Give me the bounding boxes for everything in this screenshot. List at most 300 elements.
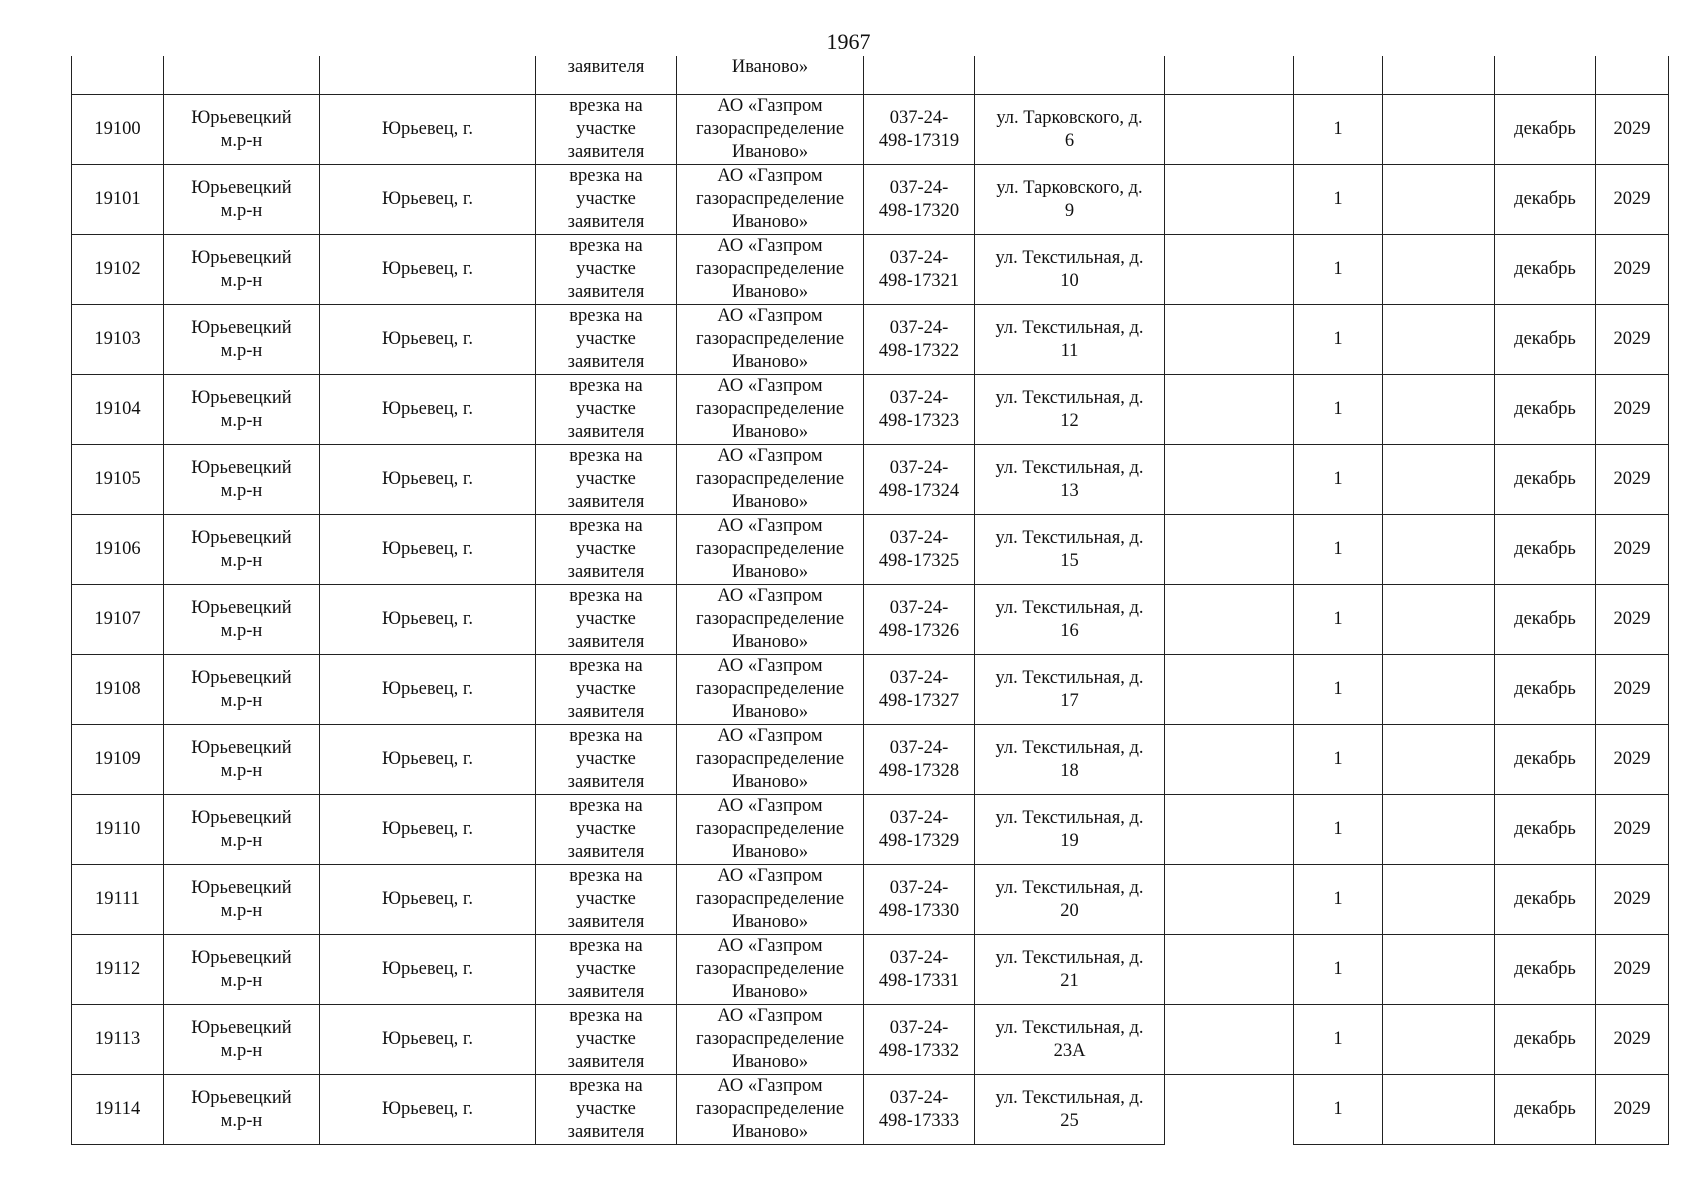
cell-address <box>975 95 1165 165</box>
cell-organization <box>677 1075 864 1145</box>
cell-organization-line: Иваново» <box>731 142 809 162</box>
cell-connection-type-line: врезка на <box>569 656 643 676</box>
table-row <box>72 1075 1669 1145</box>
cell-code <box>864 445 975 515</box>
cell-code-line: 498-17319 <box>878 130 960 151</box>
cell-address-line: ул. Текстильная, д. <box>995 807 1144 828</box>
cell-organization-line: АО «Газпром <box>717 96 823 116</box>
cell-address-line: ул. Текстильная, д. <box>995 667 1144 688</box>
cell-connection-type-line: участке <box>576 329 636 349</box>
cell-organization-line: газораспределение <box>695 1029 845 1049</box>
cell-district-line: м.р-н <box>220 1040 263 1061</box>
cell-organization-line: АО «Газпром <box>717 516 823 536</box>
page-number-text: 1967 <box>826 29 871 54</box>
cell-month: декабрь <box>1495 445 1596 515</box>
cell-organization-line: газораспределение <box>695 469 845 489</box>
table-row <box>72 305 1669 375</box>
cell-city: Юрьевец, г. <box>320 585 536 655</box>
cell-address-line: ул. Текстильная, д. <box>995 947 1144 968</box>
cell-address-line: ул. Текстильная, д. <box>995 1087 1144 1108</box>
cell-empty <box>1165 515 1294 585</box>
cell-connection-type-line: участке <box>576 609 636 629</box>
cell-connection-type-line: участке <box>576 959 636 979</box>
cell-code <box>864 235 975 305</box>
cell-organization <box>677 515 864 585</box>
cell-code-line: 498-17328 <box>878 760 960 781</box>
cell-address <box>975 515 1165 585</box>
cell-address-line: ул. Текстильная, д. <box>995 317 1144 338</box>
cell-code <box>864 305 975 375</box>
cell-city: Юрьевец, г. <box>320 795 536 865</box>
cell-organization-line: АО «Газпром <box>717 936 823 956</box>
cell-code <box>864 1005 975 1075</box>
cell-district-line: Юрьевецкий <box>191 107 292 128</box>
cell-organization-line: газораспределение <box>695 819 845 839</box>
cell-organization <box>677 305 864 375</box>
cell-district-line: Юрьевецкий <box>191 737 292 758</box>
cell-empty <box>1383 865 1495 935</box>
cell-district-line: м.р-н <box>220 340 263 361</box>
cell-empty <box>1165 585 1294 655</box>
cell-city: Юрьевец, г. <box>320 1005 536 1075</box>
cell-connection-type-line: заявителя <box>567 282 645 302</box>
cell-organization-line: газораспределение <box>695 959 845 979</box>
cell-district <box>164 515 320 585</box>
cell-number: 19103 <box>72 305 164 375</box>
cell-connection-type-line: участке <box>576 1029 636 1049</box>
cell-empty <box>1383 655 1495 725</box>
cell-code <box>864 515 975 585</box>
cell-connection-type-line: врезка на <box>569 796 643 816</box>
cell-empty <box>1383 235 1495 305</box>
cell-organization-line: газораспределение <box>695 609 845 629</box>
cont-cell-qty <box>1294 56 1383 95</box>
cell-district <box>164 1075 320 1145</box>
cell-connection-type <box>536 1005 677 1075</box>
cell-code-line: 037-24- <box>889 1017 949 1038</box>
cell-connection-type-line: участке <box>576 539 636 559</box>
cell-address <box>975 375 1165 445</box>
table-row <box>72 865 1669 935</box>
cell-district-line: Юрьевецкий <box>191 947 292 968</box>
cell-year: 2029 <box>1596 655 1669 725</box>
cell-organization-line: газораспределение <box>695 679 845 699</box>
cell-connection-type <box>536 165 677 235</box>
cell-connection-type-line: врезка на <box>569 166 643 186</box>
cell-connection-type-line: врезка на <box>569 306 643 326</box>
cell-connection-type <box>536 375 677 445</box>
cell-address-line: 9 <box>1064 200 1075 221</box>
cell-district <box>164 795 320 865</box>
cell-address-line: 19 <box>1060 830 1079 851</box>
cell-address-line: ул. Текстильная, д. <box>995 527 1144 548</box>
cell-connection-type <box>536 585 677 655</box>
cell-year: 2029 <box>1596 795 1669 865</box>
cell-quantity: 1 <box>1294 165 1383 235</box>
cell-quantity: 1 <box>1294 935 1383 1005</box>
cell-organization-line: газораспределение <box>695 749 845 769</box>
cell-code <box>864 725 975 795</box>
cell-organization-line: Иваново» <box>731 282 809 302</box>
cont-cell-city <box>320 56 536 95</box>
cell-district-line: м.р-н <box>220 1110 263 1131</box>
cell-district-line: Юрьевецкий <box>191 177 292 198</box>
cell-district <box>164 445 320 515</box>
cell-code-line: 498-17333 <box>878 1110 960 1131</box>
cell-address <box>975 1075 1165 1145</box>
cell-connection-type <box>536 95 677 165</box>
cell-empty <box>1383 305 1495 375</box>
cell-organization-line: газораспределение <box>695 889 845 909</box>
cell-district-line: м.р-н <box>220 760 263 781</box>
cell-connection-type-line: врезка на <box>569 1076 643 1096</box>
cell-address-line: 13 <box>1060 480 1079 501</box>
cell-number: 19107 <box>72 585 164 655</box>
cell-number: 19106 <box>72 515 164 585</box>
cell-address <box>975 235 1165 305</box>
cell-connection-type-line: заявителя <box>567 982 645 1002</box>
cell-connection-type <box>536 935 677 1005</box>
cell-quantity: 1 <box>1294 1005 1383 1075</box>
cell-code <box>864 375 975 445</box>
cell-code-line: 037-24- <box>889 667 949 688</box>
cont-cell-org: Иваново» <box>677 56 864 95</box>
cell-organization <box>677 235 864 305</box>
cell-connection-type-line: заявителя <box>567 212 645 232</box>
cell-code <box>864 585 975 655</box>
cell-connection-type <box>536 795 677 865</box>
cell-year: 2029 <box>1596 235 1669 305</box>
cell-code-line: 498-17326 <box>878 620 960 641</box>
cell-district-line: Юрьевецкий <box>191 1017 292 1038</box>
cell-connection-type-line: заявителя <box>567 632 645 652</box>
cell-organization <box>677 865 864 935</box>
cell-organization <box>677 165 864 235</box>
cell-connection-type-line: участке <box>576 119 636 139</box>
cell-organization-line: АО «Газпром <box>717 866 823 886</box>
cell-number: 19113 <box>72 1005 164 1075</box>
cell-empty <box>1383 585 1495 655</box>
cell-empty <box>1383 95 1495 165</box>
cell-district-line: м.р-н <box>220 690 263 711</box>
cell-code-line: 037-24- <box>889 807 949 828</box>
cell-organization-line: АО «Газпром <box>717 306 823 326</box>
cell-city: Юрьевец, г. <box>320 935 536 1005</box>
cell-organization <box>677 445 864 515</box>
cell-district-line: м.р-н <box>220 970 263 991</box>
table-row <box>72 375 1669 445</box>
cell-empty <box>1165 1005 1294 1075</box>
cell-empty <box>1383 375 1495 445</box>
cell-district <box>164 1005 320 1075</box>
cell-connection-type-line: участке <box>576 259 636 279</box>
cell-code-line: 037-24- <box>889 877 949 898</box>
cell-city: Юрьевец, г. <box>320 865 536 935</box>
cell-code-line: 498-17323 <box>878 410 960 431</box>
cell-address-line: ул. Текстильная, д. <box>995 387 1144 408</box>
cell-address-line: 10 <box>1060 270 1079 291</box>
cell-connection-type-line: врезка на <box>569 236 643 256</box>
cell-district <box>164 935 320 1005</box>
cell-month: декабрь <box>1495 95 1596 165</box>
cell-address-line: 15 <box>1060 550 1079 571</box>
cell-city: Юрьевец, г. <box>320 655 536 725</box>
table-row <box>72 95 1669 165</box>
cell-month: декабрь <box>1495 795 1596 865</box>
cell-year: 2029 <box>1596 515 1669 585</box>
cell-connection-type-line: заявителя <box>567 1122 645 1142</box>
cell-code <box>864 165 975 235</box>
cell-organization-line: газораспределение <box>695 259 845 279</box>
cell-empty <box>1383 1005 1495 1075</box>
cell-code-line: 498-17325 <box>878 550 960 571</box>
cell-address-line: ул. Тарковского, д. <box>996 107 1143 128</box>
cell-empty <box>1383 1075 1495 1145</box>
cell-connection-type-line: участке <box>576 749 636 769</box>
cell-code-line: 498-17331 <box>878 970 960 991</box>
cell-empty <box>1165 725 1294 795</box>
cell-address-line: 17 <box>1060 690 1079 711</box>
cell-month: декабрь <box>1495 515 1596 585</box>
cell-city: Юрьевец, г. <box>320 165 536 235</box>
cell-year: 2029 <box>1596 165 1669 235</box>
cell-year: 2029 <box>1596 935 1669 1005</box>
cell-address-line: 20 <box>1060 900 1079 921</box>
cell-quantity: 1 <box>1294 375 1383 445</box>
cell-district-line: м.р-н <box>220 550 263 571</box>
cell-district-line: Юрьевецкий <box>191 597 292 618</box>
cell-organization <box>677 725 864 795</box>
cell-district-line: Юрьевецкий <box>191 667 292 688</box>
cell-city: Юрьевец, г. <box>320 445 536 515</box>
cell-organization-line: газораспределение <box>695 399 845 419</box>
cell-connection-type-line: врезка на <box>569 376 643 396</box>
cell-connection-type-line: заявителя <box>567 842 645 862</box>
cell-city: Юрьевец, г. <box>320 95 536 165</box>
cell-empty <box>1165 235 1294 305</box>
cell-code-line: 037-24- <box>889 107 949 128</box>
cell-year: 2029 <box>1596 445 1669 515</box>
cell-year: 2029 <box>1596 375 1669 445</box>
cell-empty <box>1165 375 1294 445</box>
cell-address <box>975 305 1165 375</box>
cell-connection-type-line: участке <box>576 1099 636 1119</box>
cell-city: Юрьевец, г. <box>320 515 536 585</box>
cell-city: Юрьевец, г. <box>320 1075 536 1145</box>
cell-number: 19101 <box>72 165 164 235</box>
cell-code-line: 498-17327 <box>878 690 960 711</box>
cell-connection-type-line: врезка на <box>569 866 643 886</box>
table-row <box>72 725 1669 795</box>
cont-cell-extra2 <box>1383 56 1495 95</box>
cell-code-line: 037-24- <box>889 947 949 968</box>
cell-code <box>864 795 975 865</box>
cell-number: 19112 <box>72 935 164 1005</box>
cell-code-line: 498-17324 <box>878 480 960 501</box>
cell-code-line: 037-24- <box>889 1087 949 1108</box>
cell-district <box>164 375 320 445</box>
cell-district-line: Юрьевецкий <box>191 877 292 898</box>
table-row <box>72 445 1669 515</box>
cell-number: 19108 <box>72 655 164 725</box>
cell-city: Юрьевец, г. <box>320 725 536 795</box>
cell-quantity: 1 <box>1294 235 1383 305</box>
cell-organization <box>677 795 864 865</box>
cell-district-line: Юрьевецкий <box>191 807 292 828</box>
cell-number: 19104 <box>72 375 164 445</box>
cell-connection-type <box>536 655 677 725</box>
cont-cell-num <box>72 56 164 95</box>
cell-empty <box>1383 935 1495 1005</box>
cell-connection-type-line: заявителя <box>567 772 645 792</box>
cell-month: декабрь <box>1495 725 1596 795</box>
cont-cell-type: заявителя <box>536 56 677 95</box>
cell-organization-line: АО «Газпром <box>717 166 823 186</box>
cell-address <box>975 165 1165 235</box>
cell-district <box>164 235 320 305</box>
table-row <box>72 235 1669 305</box>
table-row <box>72 165 1669 235</box>
cell-quantity: 1 <box>1294 655 1383 725</box>
cell-quantity: 1 <box>1294 1075 1383 1145</box>
cell-connection-type-line: врезка на <box>569 516 643 536</box>
cell-connection-type-line: врезка на <box>569 1006 643 1026</box>
cell-empty <box>1165 935 1294 1005</box>
cell-address-line: ул. Тарковского, д. <box>996 177 1143 198</box>
cell-organization-line: Иваново» <box>731 702 809 722</box>
cell-organization-line: Иваново» <box>731 422 809 442</box>
cell-organization-line: АО «Газпром <box>717 1076 823 1096</box>
cell-empty <box>1165 445 1294 515</box>
cell-code <box>864 865 975 935</box>
cont-cell-district <box>164 56 320 95</box>
cell-address <box>975 865 1165 935</box>
cell-organization-line: Иваново» <box>731 982 809 1002</box>
cell-district-line: Юрьевецкий <box>191 457 292 478</box>
cell-connection-type <box>536 305 677 375</box>
cell-address <box>975 725 1165 795</box>
cell-connection-type-line: заявителя <box>567 912 645 932</box>
table-row <box>72 585 1669 655</box>
cell-month: декабрь <box>1495 165 1596 235</box>
cell-connection-type <box>536 515 677 585</box>
cell-code-line: 498-17332 <box>878 1040 960 1061</box>
cell-organization-line: АО «Газпром <box>717 586 823 606</box>
cell-address <box>975 655 1165 725</box>
cell-month: декабрь <box>1495 655 1596 725</box>
cont-cell-year <box>1596 56 1669 95</box>
cell-code-line: 037-24- <box>889 247 949 268</box>
cell-address-line: 6 <box>1064 130 1075 151</box>
cell-district-line: м.р-н <box>220 410 263 431</box>
cell-district-line: Юрьевецкий <box>191 1087 292 1108</box>
cell-quantity: 1 <box>1294 305 1383 375</box>
cell-district-line: м.р-н <box>220 130 263 151</box>
cell-empty <box>1165 865 1294 935</box>
cell-address <box>975 445 1165 515</box>
cell-code-line: 037-24- <box>889 317 949 338</box>
cont-cell-code <box>864 56 975 95</box>
cell-district-line: м.р-н <box>220 480 263 501</box>
cell-organization-line: газораспределение <box>695 1099 845 1119</box>
cell-city: Юрьевец, г. <box>320 235 536 305</box>
cell-organization-line: Иваново» <box>731 562 809 582</box>
cell-address-line: 11 <box>1060 340 1079 361</box>
cell-number: 19109 <box>72 725 164 795</box>
cell-address-line: ул. Текстильная, д. <box>995 597 1144 618</box>
cell-organization <box>677 935 864 1005</box>
cell-month: декабрь <box>1495 1075 1596 1145</box>
cell-organization-line: Иваново» <box>731 842 809 862</box>
cell-organization-line: Иваново» <box>731 1052 809 1072</box>
cell-organization-line: АО «Газпром <box>717 446 823 466</box>
cell-organization-line: АО «Газпром <box>717 796 823 816</box>
cell-address-line: ул. Текстильная, д. <box>995 737 1144 758</box>
cell-connection-type-line: врезка на <box>569 936 643 956</box>
table-row <box>72 1005 1669 1075</box>
cell-address-line: 16 <box>1060 620 1079 641</box>
cell-connection-type <box>536 725 677 795</box>
cell-connection-type <box>536 445 677 515</box>
cell-connection-type-line: участке <box>576 469 636 489</box>
cell-address-line: ул. Текстильная, д. <box>995 877 1144 898</box>
cell-code-line: 498-17330 <box>878 900 960 921</box>
cell-connection-type-line: врезка на <box>569 446 643 466</box>
cell-organization <box>677 95 864 165</box>
table-row <box>72 935 1669 1005</box>
cell-code-line: 498-17320 <box>878 200 960 221</box>
cell-district <box>164 725 320 795</box>
cell-month: декабрь <box>1495 235 1596 305</box>
cell-code-line: 498-17322 <box>878 340 960 361</box>
cell-organization-line: АО «Газпром <box>717 1006 823 1026</box>
cell-city: Юрьевец, г. <box>320 375 536 445</box>
cell-connection-type <box>536 1075 677 1145</box>
cell-organization-line: АО «Газпром <box>717 656 823 676</box>
cell-year: 2029 <box>1596 95 1669 165</box>
cell-connection-type-line: заявителя <box>567 422 645 442</box>
cell-address-line: 21 <box>1060 970 1079 991</box>
cell-empty <box>1165 795 1294 865</box>
cell-number: 19110 <box>72 795 164 865</box>
cell-empty <box>1165 1075 1294 1145</box>
cell-month: декабрь <box>1495 935 1596 1005</box>
cell-year: 2029 <box>1596 865 1669 935</box>
cont-cell-month <box>1495 56 1596 95</box>
cell-organization <box>677 1005 864 1075</box>
cell-address <box>975 935 1165 1005</box>
cell-number: 19102 <box>72 235 164 305</box>
cell-quantity: 1 <box>1294 725 1383 795</box>
cell-district <box>164 165 320 235</box>
cell-year: 2029 <box>1596 725 1669 795</box>
page-number <box>0 29 1697 55</box>
cell-district-line: м.р-н <box>220 270 263 291</box>
cell-code-line: 037-24- <box>889 597 949 618</box>
cell-number: 19114 <box>72 1075 164 1145</box>
cell-organization-line: газораспределение <box>695 539 845 559</box>
cell-connection-type <box>536 865 677 935</box>
cell-code <box>864 935 975 1005</box>
cell-code-line: 037-24- <box>889 737 949 758</box>
cell-code-line: 498-17321 <box>878 270 960 291</box>
cell-empty <box>1165 165 1294 235</box>
cell-quantity: 1 <box>1294 585 1383 655</box>
cell-district <box>164 95 320 165</box>
cell-quantity: 1 <box>1294 795 1383 865</box>
cell-district <box>164 585 320 655</box>
continuation-row <box>72 56 1669 95</box>
